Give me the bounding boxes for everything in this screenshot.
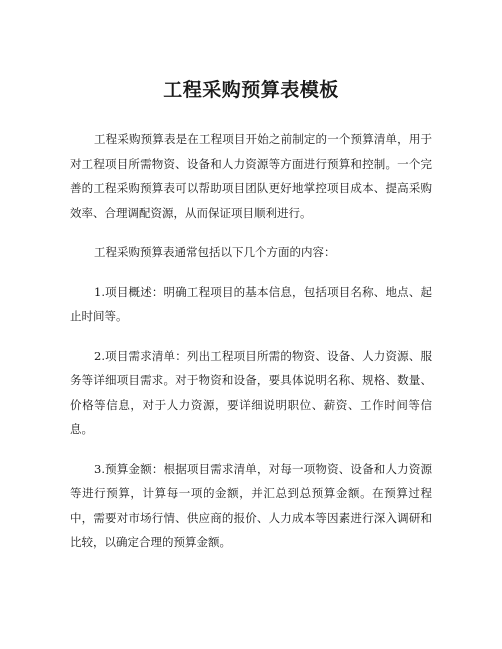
requirements-list-item: 2.项目需求清单：列出工程项目所需的物资、设备、人力资源、服务等详细项目需求。对于物资和设备，要具体说明名称、规格、数量、价格等信息，对于人力资源，要详细说明职位、薪资、工作时间等信息。 xyxy=(70,348,432,436)
budget-amount-item: 3.预算金额：根据项目需求清单，对每一项物资、设备和人力资源等进行预算，计算每一项的金额，并汇总到总预算金额。在预算过程中，需要对市场行情、供应商的报价、人力成本等因素进行深入调研和比较，以确定合理的预算金额。 xyxy=(70,461,432,549)
document-body xyxy=(70,127,432,570)
page-title: 工程采购预算表模板 xyxy=(163,79,339,101)
project-overview-item: 1.项目概述：明确工程项目的基本信息，包括项目名称、地点、起止时间等。 xyxy=(70,284,432,323)
content-overview-paragraph: 工程采购预算表通常包括以下几个方面的内容： xyxy=(94,245,336,259)
intro-paragraph: 工程采购预算表是在工程项目开始之前制定的一个预算清单，用于对工程项目所需物资、设备和人力资源等方面进行预算和控制。一个完善的工程采购预算表可以帮助项目团队更好地掌控项目成本、提高采购效率、合理调配资源，从而保证项目顺利进行。 xyxy=(70,132,432,220)
